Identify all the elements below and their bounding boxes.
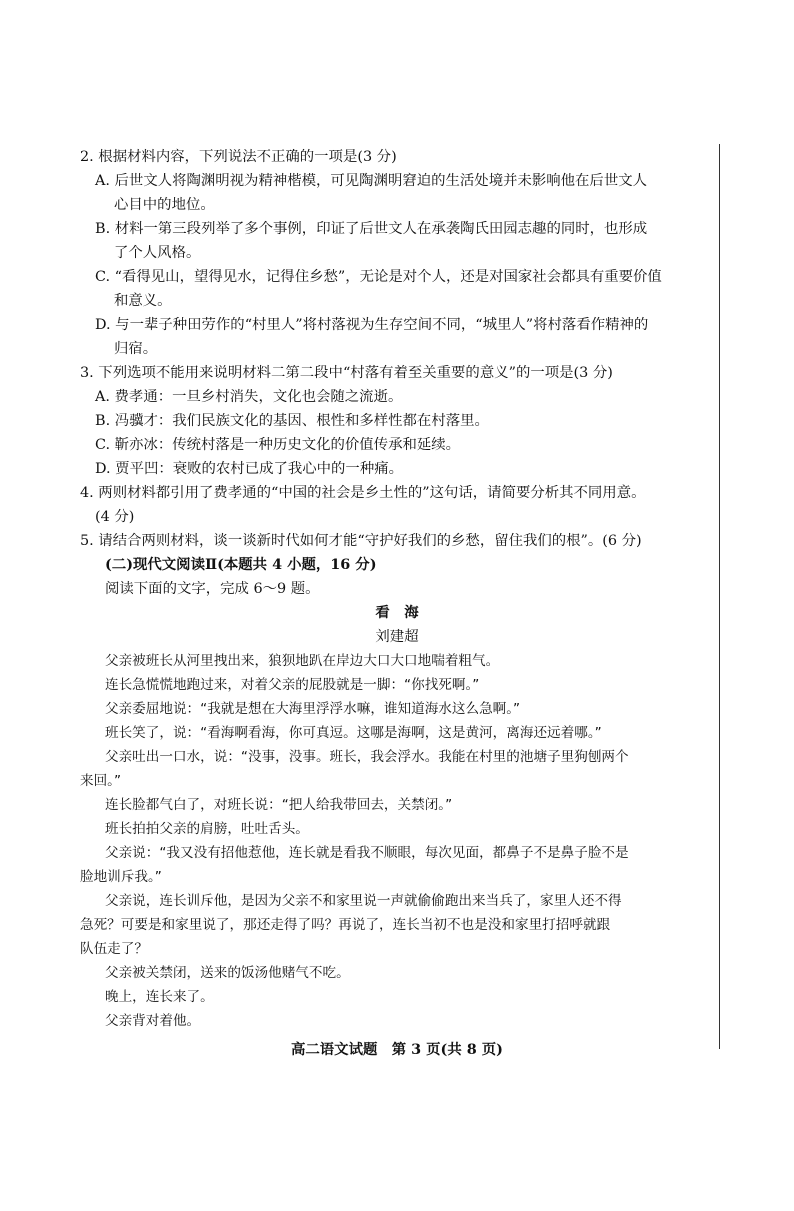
story-paragraph: 班长拍拍父亲的肩膀，吐吐舌头。	[105, 821, 309, 837]
story-paragraph: 晚上，连长来了。	[105, 989, 214, 1005]
q4-line2: (4 分)	[95, 509, 135, 525]
story-paragraph: 父亲被班长从河里拽出来，狼狈地趴在岸边大口大口地喘着粗气。	[105, 653, 500, 669]
q2-option-b-line1: B. 材料一第三段列举了多个事例，印证了后世文人在承袭陶氏田园志趣的同时，也形成	[95, 221, 648, 237]
story-paragraph-cont: 来回。”	[80, 773, 122, 789]
section-heading: (二)现代文阅读Ⅱ(本题共 4 小题，16 分)	[105, 556, 377, 573]
story-author: 刘建超	[375, 629, 419, 645]
story-paragraph: 父亲被关禁闭，送来的饭汤他赌气不吃。	[105, 965, 350, 981]
q2-stem: 2. 根据材料内容，下列说法不正确的一项是(3 分)	[80, 149, 397, 165]
q5-stem: 5. 请结合两则材料，谈一谈新时代如何才能“守护好我们的乡愁，留住我们的根”。(6 分)	[80, 533, 642, 549]
q2-option-a-line1: A. 后世文人将陶渊明视为精神楷模，可见陶渊明窘迫的生活处境并未影响他在后世文人	[95, 173, 647, 189]
story-title: 看 海	[375, 604, 419, 621]
q3-option-b: B. 冯骥才：我们民族文化的基因、根性和多样性都在村落里。	[95, 413, 489, 429]
q4-line1: 4. 两则材料都引用了费孝通的“中国的社会是乡土性的”这句话，请简要分析其不同用意。	[80, 485, 646, 501]
page-footer: 高二语文试题 第 3 页(共 8 页)	[291, 1041, 503, 1058]
q2-option-a-line2: 心目中的地位。	[114, 197, 215, 213]
q2-option-c-line1: C. “看得见山，望得见水，记得住乡愁”，无论是对个人，还是对国家社会都具有重要价值	[95, 269, 662, 285]
story-paragraph: 连长脸都气白了，对班长说：“把人给我带回去，关禁闭。”	[105, 797, 453, 813]
story-paragraph-cont: 脸地训斥我。”	[80, 869, 162, 885]
story-paragraph: 父亲吐出一口水，说：“没事，没事。班长，我会浮水。我能在村里的池塘子里狗刨两个	[105, 749, 629, 765]
q2-option-d-line1: D. 与一辈子种田劳作的“村里人”将村落视为生存空间不同，“城里人”将村落看作精神的	[95, 317, 649, 333]
margin-rule	[719, 144, 720, 1049]
q2-option-b-line2: 了个人风格。	[114, 245, 201, 261]
q3-option-c: C. 靳亦冰：传统村落是一种历史文化的价值传承和延续。	[95, 437, 461, 453]
q3-option-a: A. 费孝通：一旦乡村消失，文化也会随之流逝。	[95, 389, 403, 405]
story-paragraph: 父亲委屈地说：“我就是想在大海里浮浮水嘛，谁知道海水这么急啊。”	[105, 701, 521, 717]
story-paragraph-cont: 急死？可要是和家里说了，那还走得了吗？再说了，连长当初不也是没和家里打招呼就跟	[80, 917, 611, 933]
story-paragraph: 父亲说：“我又没有招他惹他，连长就是看我不顺眼，每次见面，都鼻子不是鼻子脸不是	[105, 845, 629, 861]
q2-option-d-line2: 归宿。	[114, 341, 158, 357]
story-paragraph: 父亲说，连长训斥他，是因为父亲不和家里说一声就偷偷跑出来当兵了，家里人还不得	[105, 893, 622, 909]
q2-option-c-line2: 和意义。	[114, 293, 172, 309]
q3-stem: 3. 下列选项不能用来说明材料二第二段中“村落有着至关重要的意义”的一项是(3 分)	[80, 365, 613, 381]
story-paragraph: 父亲背对着他。	[105, 1013, 201, 1029]
story-paragraph-cont: 队伍走了？	[80, 941, 148, 957]
q3-option-d: D. 贾平凹：衰败的农村已成了我心中的一种痛。	[95, 461, 403, 477]
story-paragraph: 连长急慌慌地跑过来，对着父亲的屁股就是一脚：“你找死啊。”	[105, 677, 480, 693]
story-paragraph: 班长笑了，说：“看海啊看海，你可真逗。这哪是海啊，这是黄河，离海还远着哪。”	[105, 725, 602, 741]
section-instruction: 阅读下面的文字，完成 6～9 题。	[105, 581, 320, 597]
